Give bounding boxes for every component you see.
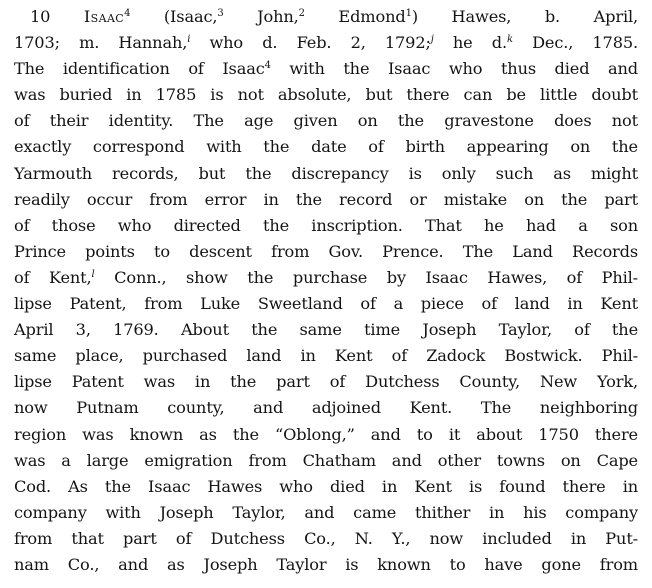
- text-line: Yarmouth records, but the discrepancy is only such as might: [14, 163, 638, 183]
- text-line: Prince points to descent from Gov. Prence. The Land Records: [14, 241, 638, 261]
- lineage-text: ) Hawes, b. April,: [411, 7, 638, 26]
- text-segment: with the Isaac who thus died and: [270, 59, 638, 79]
- text-line: region was known as the “Oblong,” and to it about 1750 there: [14, 424, 638, 444]
- text-line: lipse Patent, from Luke Sweetland of a piece of land in Kent: [14, 294, 638, 314]
- text-line: of their identity. The age given on the gravestone does not: [14, 111, 638, 131]
- text-segment: Dec., 1785.: [512, 33, 638, 53]
- text-line: lipse Patent was in the part of Dutchess County, New York,: [14, 372, 638, 392]
- text-line: was buried in 1785 is not absolute, but there can be little doubt: [14, 85, 638, 105]
- text-segment: Conn., show the purchase by Isaac Hawes, of Phil-: [94, 267, 638, 287]
- footnote-marker: l: [91, 268, 95, 280]
- generation-superscript: 4: [264, 60, 271, 72]
- text-line: company with Joseph Taylor, and came thither in his company: [14, 502, 638, 522]
- text-line: from that part of Dutchess Co., N. Y., now included in Put-: [14, 528, 638, 548]
- text-line: exactly correspond with the date of birth appearing on the: [14, 137, 638, 157]
- text-segment: The identification of Isaac: [14, 59, 265, 79]
- text-line: [14, 4, 638, 30]
- lineage-text: (Isaac,: [163, 7, 218, 26]
- entry-name: Isaac: [83, 7, 125, 26]
- footnote-marker: k: [506, 34, 513, 46]
- text-line: Cod. As the Isaac Hawes who died in Kent is found there in: [14, 476, 638, 496]
- text-segment: he d.: [433, 33, 507, 53]
- text-line: same place, purchased land in Kent of Zadock Bostwick. Phil-: [14, 346, 638, 366]
- genealogy-page: [14, 4, 638, 578]
- text-line: nam Co., and as Joseph Taylor is known to have gone from: [14, 554, 638, 574]
- text-line: [14, 56, 638, 82]
- text-line: of those who directed the inscription. That he had a son: [14, 215, 638, 235]
- text-segment: who d. Feb. 2, 1792;: [190, 33, 431, 53]
- lineage-text: Edmond: [338, 7, 406, 26]
- lineage-text: John,: [257, 7, 299, 26]
- footnote-marker: j: [430, 34, 434, 46]
- text-line: [14, 265, 638, 291]
- entry-number: 10: [30, 7, 51, 26]
- text-line: April 3, 1769. About the same time Joseph Taylor, of the: [14, 320, 638, 340]
- footnote-marker: i: [187, 34, 191, 46]
- text-segment: 1703; m. Hannah,: [14, 33, 188, 53]
- generation-superscript: 2: [298, 8, 305, 19]
- generation-superscript: 1: [405, 8, 412, 19]
- text-line: was a large emigration from Chatham and other towns on Cape: [14, 450, 638, 470]
- generation-superscript: 4: [124, 8, 131, 19]
- text-line: readily occur from error in the record or mistake on the part: [14, 189, 638, 209]
- text-line: now Putnam county, and adjoined Kent. The neighboring: [14, 398, 638, 418]
- text-line: [14, 30, 638, 56]
- text-segment: of Kent,: [14, 267, 92, 287]
- generation-superscript: 3: [217, 8, 224, 19]
